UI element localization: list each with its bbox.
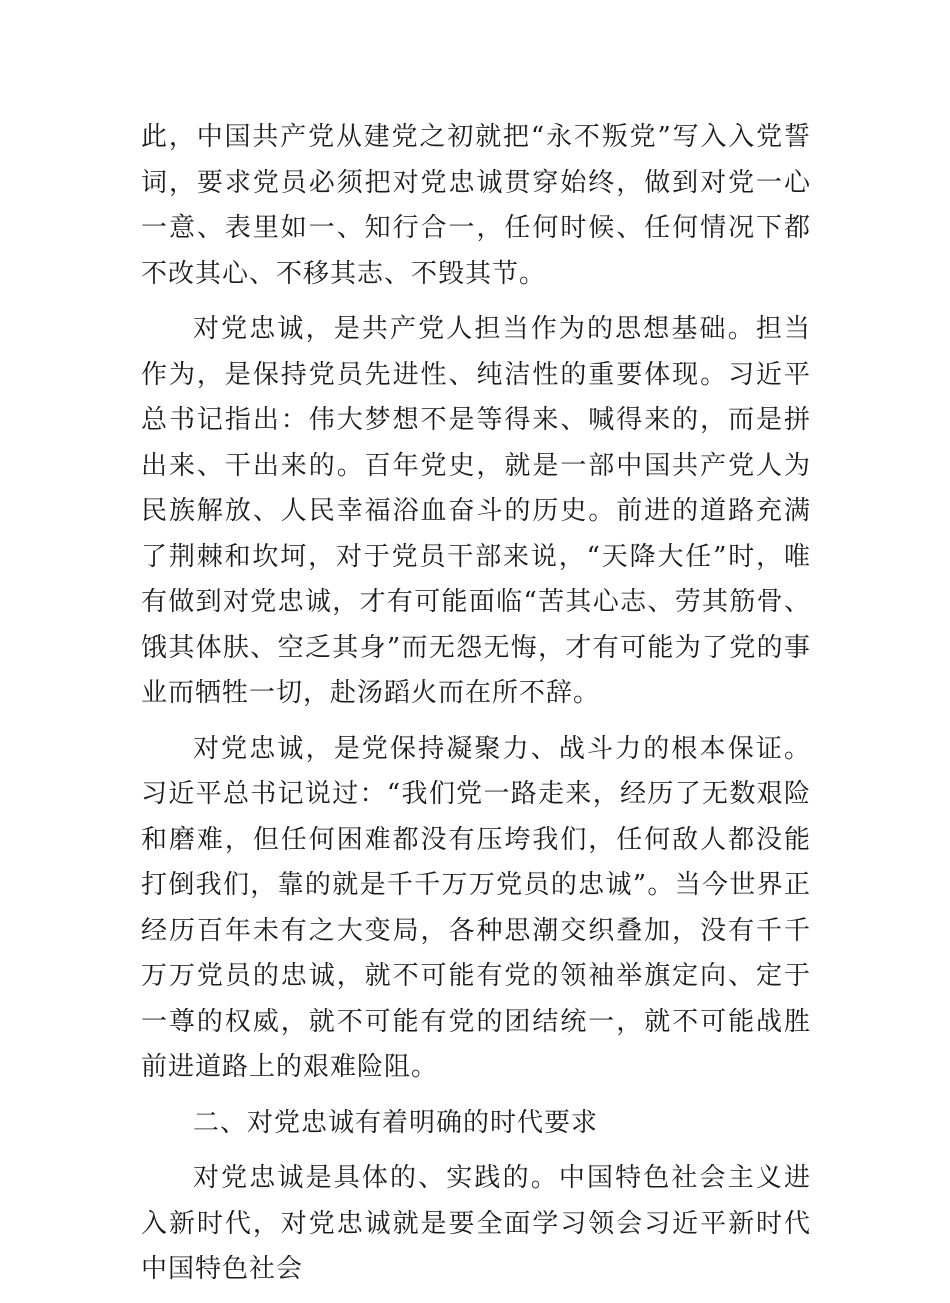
paragraph-loyalty-guarantee: 对党忠诚，是党保持凝聚力、战斗力的根本保证。习近平总书记说过：“我们党一路走来，经历了无数艰险和磨难，但任何困难都没有压垮我们，任何敌人都没能打倒我们，靠的就是千千万万党员的忠诚”。当今世界正经历百年未有之大变局，各种思潮交织叠加，没有千千万万党员的忠诚，就不可能有党的领袖举旗定向、定于一尊的权威，就不可能有党的团结统一，就不可能战胜前进道路上的艰难险阻。 — [141, 733, 811, 1082]
paragraph-continuation: 此，中国共产党从建党之初就把“永不叛党”写入入党誓词，要求党员必须把对党忠诚贯穿始终，做到对党一心一意、表里如一、知行合一，任何时候、任何情况下都不改其心、不移其志、不毁其节。 — [141, 122, 811, 289]
document-body — [141, 115, 811, 1303]
paragraph-loyalty-foundation: 对党忠诚，是共产党人担当作为的思想基础。担当作为，是保持党员先进性、纯洁性的重要体现。习近平总书记指出：伟大梦想不是等得来、喊得来的，而是拼出来、干出来的。百年党史，就是一部中国共产党人为民族解放、人民幸福浴血奋斗的历史。前进的道路充满了荆棘和坎坷，对于党员干部来说，“天降大任”时，唯有做到对党忠诚，才有可能面临“苦其心志、劳其筋骨、饿其体肤、空乏其身”而无怨无悔，才有可能为了党的事业而牺牲一切，赴汤蹈火而在所不辞。 — [141, 314, 811, 708]
paragraph-final: 对党忠诚是具体的、实践的。中国特色社会主义进入新时代，对党忠诚就是要全面学习领会习近平新时代中国特色社会 — [141, 1163, 811, 1284]
section-heading: 二、对党忠诚有着明确的时代要求 — [193, 1107, 599, 1138]
